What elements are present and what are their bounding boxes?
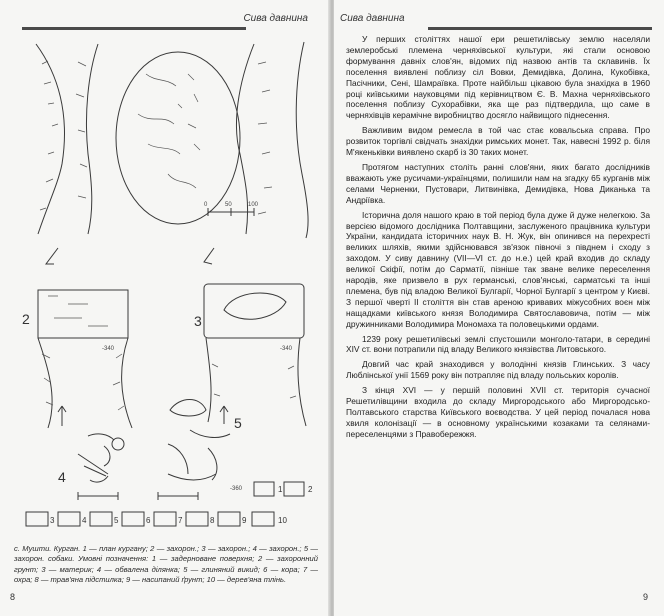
legend-number-8: 8 xyxy=(210,516,215,525)
archaeological-figure xyxy=(18,34,322,534)
kurgan-plan xyxy=(36,42,308,238)
right-page xyxy=(334,0,664,616)
profile-number-3: 3 xyxy=(194,313,202,329)
legend-number-4: 4 xyxy=(82,516,87,525)
paragraph-7: З кінця XVI — у першій половині XVII ст. територія сучасної Решетилівщини входила до складу Миргородського або Миргородсько-Полтавського старства Київського воєводства. У цей період почалася нова хвиля колонізації — в основному українськими козаками та селянами-переселенцями з Правобережжя. xyxy=(346,385,650,439)
legend-number-5: 5 xyxy=(114,516,119,525)
running-head-right: Сива давнина xyxy=(340,13,405,24)
depth-label-1: -340 xyxy=(102,346,115,352)
paragraph-5: 1239 року решетилівські землі спустошили монголо-татари, в середині XIV ст. вони потрапили під владу Великого князівства Литовського. xyxy=(346,333,650,355)
figure-drawing xyxy=(18,34,322,534)
scale-tick-100: 100 xyxy=(248,202,259,208)
legend-number-7: 7 xyxy=(178,516,183,525)
legend-row-bottom xyxy=(26,512,287,526)
burial-number-4: 4 xyxy=(58,469,66,485)
legend-number-1: 1 xyxy=(278,485,283,494)
profile-2 xyxy=(22,248,132,428)
paragraph-6: Довгий час край знаходився у володінні князів Глинських. З часу Люблінської унії 1569 року він потрапляє під владу польських королів. xyxy=(346,359,650,381)
body-text xyxy=(346,34,650,444)
header-rule-left xyxy=(22,27,246,30)
legend-row-top xyxy=(254,482,313,496)
depth-label-2: -340 xyxy=(280,346,293,352)
depth-label-3: -360 xyxy=(230,486,243,492)
scale-tick-0: 0 xyxy=(204,202,208,208)
profile-number-2: 2 xyxy=(22,311,30,327)
profile-3 xyxy=(194,248,306,426)
legend-number-6: 6 xyxy=(146,516,151,525)
page-number-left: 8 xyxy=(10,592,16,602)
running-head-left: Сива давнина xyxy=(243,13,308,24)
legend-number-10: 10 xyxy=(278,516,287,525)
legend-number-2: 2 xyxy=(308,485,313,494)
paragraph-2: Важливим видом ремесла в той час стає ковальська справа. Про розвиток торгівлі свідчать знахідки римських монет. Так, навесні 1992 р. біля М'якеньківки виявлено скарб із 30 таких монет. xyxy=(346,125,650,158)
figure-caption: с. Мушти. Курган. 1 — план кургану; 2 — захорон.; 3 — захорон.; 4 — захорон.; 5 — захорон. собаки. Умовні позначення: 1 — задерноване поверхня; 2 — захоронний грунт; 3 — материк; 4 — обвалена ділянка; 5 — глиняний викид; 6 — кора; 7 — охра; 8 — трав'яна підстилка; 9 — насипаний ґрунт; 10 — дерев'яна тлінь. xyxy=(14,544,318,585)
legend-number-3: 3 xyxy=(50,516,55,525)
header-rule-right xyxy=(428,27,652,30)
left-page xyxy=(0,0,330,616)
burial-5 xyxy=(158,400,243,501)
page-number-right: 9 xyxy=(642,592,648,602)
burial-number-5: 5 xyxy=(234,415,242,431)
paragraph-1: У перших століттях нашої ери решетилівську землю населяли землеробські племена черняхівської культури, які стали основою формування давніх слов'ян, відомих під назвою антів та склавинів. Їх поселення виявлені поблизу сіл Вовки, Демидівка, Долина, Кукобівка, Пасічники, Сені, Шамраївка. Проте найбільш цікавою була знахідка в 1960 році київськими науковцями під керівництвом Є. В. Махна черняхівського поселення поблизу Сухорабівки, яка ще раз підтвердила, що саме в черняхівців керамічне виробництво досягло найвищого піднесення. xyxy=(346,34,650,121)
burial-4 xyxy=(58,406,124,500)
paragraph-4: Історична доля нашого краю в той період була дуже й дуже нелегкою. За версією відомого дослідника Полтавщини, заслуженого працівника культури України, кандидата історичних наук В. Н. Жук, він опинився на перехресті великих шляхів, якими здійснювався зв'язок півночі з півднем і сходу з заходом. У сиву давнину (VII—VI ст. до н.е.) цей край входив до складу великої Скіфії, потім до Сарматії, пізніше так зване велике переселення народів, яке призвело в рух германські, слов'янські, сарматські та інші племена, був під владою Великої Булгарії, Чорної Булгарії з центром у Києві. З першої чверті ІІ століття він став ареною кривавих міжусобних воєн між нащадками київського князя Володимира Святославовича, потім — між дружинниками Володимира Мономаха та половецькими ордами. xyxy=(346,209,650,329)
legend-number-9: 9 xyxy=(242,516,247,525)
paragraph-3: Протягом наступних століть ранні слов'яни, яких багато дослідників вважають уже русичами-українцями, полишили нам на згадку 65 курганів між селами Черненки, Пустовари, Литвинівка, Демидівка, Нова Диканька та Андріївка. xyxy=(346,161,650,205)
scale-tick-50: 50 xyxy=(225,202,232,208)
